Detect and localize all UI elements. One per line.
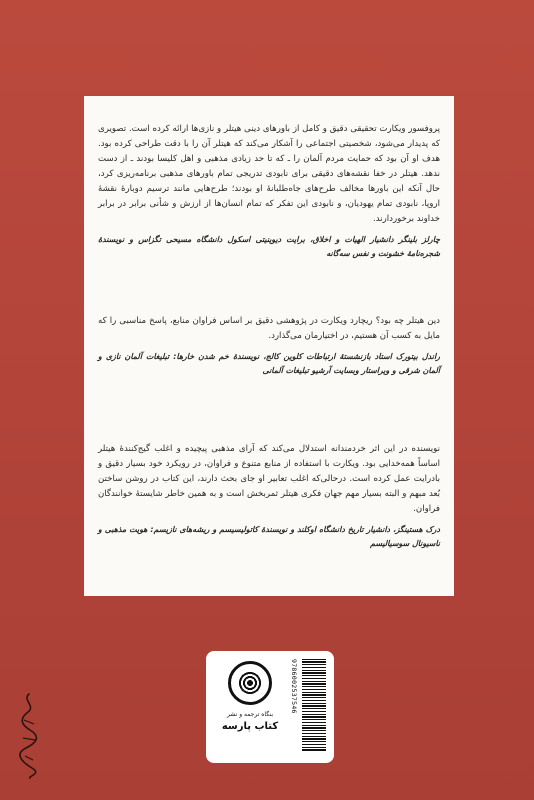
signature-icon	[14, 690, 44, 780]
blurb-attribution-1: چارلز بلینگر دانشیار الهیات و اخلاق، برایت دیوینیتی اسکول دانشگاه مسیحی تگزاس و نویسندهٔ شجره‌نامهٔ خشونت و نفس سه‌گانه	[98, 235, 440, 258]
blurb-attribution-3: درک هستینگز، دانشیار تاریخ دانشگاه اوکلند و نویسندهٔ کاتولیسیسم و ریشه‌های نازیسم: هویت مذهبی و ناسیونال سوسیالیسم	[98, 525, 440, 548]
blurb-text-2: دین هیتلر چه بود؟ ریچارد ویکارت در پژوهشی دقیق بر اساس فراوان منابع، پاسخ مناسبی را که مایل به کسب آن هستیم، در اختیارمان می‌گذارد.	[98, 316, 440, 341]
blurb-block-1	[98, 122, 440, 261]
blurb-text-3: نویسنده در این اثر خردمندانه استدلال می‌کند که آرای مذهبی پیچیده و اغلب گیج‌کنندهٔ هیتلر اساساً همه‌خدایی بود. ویکارت با استفاده از منابع متنوع و فراوان، در رویکرد خود بسیار دقیق و بادرایت عمل کرده است. درحالی‌که اغلب تعابیر او جای بحث دارند، این کتاب در روشن ساختن بُعد مبهم و البته بسیار مهم جهان فکری هیتلر ثمربخش است و به همین خاطر شایستهٔ خوانندگان فراوان.	[98, 444, 440, 514]
blurb-block-3	[98, 442, 440, 551]
publisher-small-label: بنگاه ترجمه و نشر	[226, 711, 274, 718]
isbn-number: 9786002537546	[290, 659, 298, 714]
blurb-text-1: پروفسور ویکارت تحقیقی دقیق و کامل از باورهای دینی هیتلر و نازی‌ها ارائه کرده است. تصویری که پدیدار می‌شود، شخصیتی اجتماعی را آشکار می‌کند که هیتلر آن را با دقت طراحی کرده بود. هدف او آن بود که حمایت مردم آلمان را ـ که تا حد زیادی مذهبی و اهل کلیسا بودند ـ از دست ندهد. هیتلر در خفا نقشه‌های دقیقی برای نابودی تدریجی تمام باورهای مذهبی برنامه‌ریزی کرد، حال آنکه این باورها مخالف طرح‌های جاه‌طلبانهٔ او بودند؛ طرح‌هایی مانند ترسیم دوبارهٔ نقشهٔ اروپا، نابودی تمام یهودیان، و نابودی این تفکر که تمام انسان‌ها از ارزش و شأنی برابر در برابر خداوند برخوردارند.	[98, 124, 440, 224]
barcode-card	[206, 651, 334, 763]
barcode-icon	[302, 659, 326, 751]
logo-emblem	[237, 670, 263, 696]
blurb-block-2	[98, 314, 440, 378]
publisher-name: کتاب پارسه	[221, 721, 279, 732]
blurb-panel	[84, 96, 454, 596]
publisher-logo-icon	[228, 661, 272, 705]
blurb-attribution-2: راندل بیتورک استاد بازنشستهٔ ارتباطات کلوین کالج، نویسندهٔ خم شدن خارها: تبلیغات آلمان نازی و آلمان شرقی و ویراستار وبسایت آرشیو تبلیغات آلمانی	[98, 352, 440, 375]
